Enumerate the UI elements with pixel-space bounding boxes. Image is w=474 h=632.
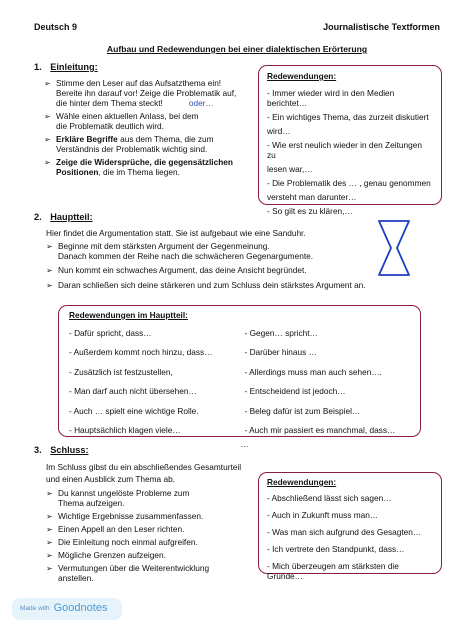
section-heading-text: Hauptteil: [50,212,93,222]
subject-label: Deutsch 9 [34,22,78,32]
phrase-item: - Abschließend lässt sich sagen… [267,492,392,503]
hauptteil-intro: Hier findet die Argumentation statt. Sie ist aufgebaut wie eine Sanduhr. [46,228,306,238]
list-item [44,112,259,132]
phrase-item: - Hauptsächlich klagen viele… [69,425,181,436]
section-schluss-heading [34,445,89,456]
phrase-item: - Mich überzeugen am stärksten die Gründe… [267,560,399,581]
ellipsis: … [240,438,249,449]
goodnotes-watermark [12,598,122,620]
bullet-text: ➢ Mögliche Grenzen aufzeigen. [58,549,166,560]
list-item [44,79,259,109]
watermark-made-with: Made with [20,605,50,613]
phrase-item: wird… [267,125,291,136]
bullet-text: ➢ Wichtige Ergebnisse zusammenfassen. [58,510,204,521]
box-title: Redewendungen: [267,477,337,487]
box-title: Redewendungen im Hauptteil: [69,310,188,320]
phrase-item: - Die Problematik des … , genau genommen [267,177,431,188]
list-item [46,242,386,262]
phrase-list-left [69,329,235,446]
bullet-text: ➢ Daran schließen sich deine stärkeren und zum Schluss dein stärkstes Argument an. [58,279,366,290]
list-item [46,538,261,548]
einleitung-phrases-box [258,65,442,216]
watermark-brand: Goodnotes [53,602,108,615]
phrase-item: - Außerdem kommt noch hinzu, dass… [69,347,213,358]
phrase-item: lesen war,… [267,163,313,174]
bullet-text: Verständnis der Problematik wichtig sind. [56,143,208,154]
phrase-item: - So gilt es zu klären,… [267,205,353,216]
list-item [46,512,261,522]
bullet-text: anstellen. [58,572,94,583]
bullet-text: ➢ Beginne mit dem stärksten Argument der Gegenmeinung. [58,241,270,251]
section-heading-text: Schluss: [50,445,89,455]
schluss-intro [46,463,241,485]
section-hauptteil-heading [34,212,93,223]
list-item [46,489,261,509]
list-item [46,525,261,535]
phrase-item: - Auch in Zukunft muss man… [267,509,379,520]
phrase-item: - Was man sich aufgrund des Gesagten… [267,526,422,537]
bullet-text: Danach kommen der Reihe nach die schwächeren Gegenargumente. [58,250,314,261]
phrase-item: - Man darf auch nicht übersehen… [69,386,197,397]
phrase-item: - Zusätzlich ist festzustellen, [69,366,173,377]
bullet-text: die hinter dem Thema steckt! [56,97,163,108]
list-item [44,135,259,155]
box-title: Redewendungen: [267,71,337,81]
bullet-text: ➢ Einen Appell an den Leser richten. [58,523,185,534]
list-item [46,564,261,584]
bullet-text: ➢ Stimme den Leser auf das Aufsatzthema ein! [56,78,222,88]
section-number: 3. [34,445,42,455]
list-item [46,551,261,561]
bullet-text: Bereite ihn darauf vor! Zeige die Problematik auf, [56,87,237,98]
bullet-text: Thema aufzeigen. [58,497,125,508]
bullet-text: ➢ Die Einleitung noch einmal aufgreifen. [58,536,198,547]
list-item [44,158,259,178]
phrase-item: versteht man darunter… [267,191,357,202]
bullet-text: ➢ Vermutungen über die Weiterentwicklung [58,562,210,573]
einleitung-bullets [44,79,259,181]
schluss-bullets [46,489,261,587]
oder-note: oder… [188,97,214,108]
phrase-item: - Ich vertrete den Standpunkt, dass… [267,543,405,554]
topic-label: Journalistische Textformen [323,22,440,32]
phrase-item: - Gegen… spricht… [244,327,318,338]
bullet-text: ➢ Du kannst ungelöste Probleme zum [58,488,190,498]
bullet-bold-text: Zeige die Widersprüche, die gegensätzlichen [56,156,233,167]
phrase-list [267,494,433,582]
section-einleitung-heading [34,62,98,73]
list-item [46,266,386,276]
hauptteil-phrases-box [58,305,421,449]
bullet-text: ➢ Wähle einen aktuellen Anlass, bei dem [56,110,199,121]
hourglass-icon [376,219,412,277]
phrase-item: - Auch … spielt eine wichtige Rolle. [69,405,199,416]
bullet-text: aus dem Thema, die zum [117,133,214,144]
bullet-bold-text: Positionen [56,166,99,177]
phrase-item: - Auch mir passiert es manchmal, dass… [244,425,396,436]
intro-text: und einen Ausblick zum Thema ab. [46,473,175,484]
phrase-list [267,89,433,217]
phrase-item: - Immer wieder wird in den Medien berichtet… [267,87,395,108]
phrase-list-right [235,329,411,446]
schluss-phrases-box [258,472,442,581]
phrase-item: - Dafür spricht, dass… [69,327,152,338]
page-title: Aufbau und Redewendungen bei einer dialektischen Erörterung [106,44,368,54]
bullet-text: die Problematik deutlich wird. [56,120,164,131]
phrase-item: - Allerdings muss man auch sehen…. [244,366,382,377]
hauptteil-bullets [46,242,386,294]
section-number: 1. [34,62,42,72]
bullet-text: ➢ Nun kommt ein schwaches Argument, das deine Ansicht begründet. [58,264,307,275]
phrase-item: - Wie erst neulich wieder in den Zeitungen zu [267,139,422,160]
section-number: 2. [34,212,42,222]
section-heading-text: Einleitung: [50,62,98,72]
phrase-item: - Beleg dafür ist zum Beispiel… [244,405,361,416]
phrase-item: - Entscheidend ist jedoch… [244,386,346,397]
phrase-item: - Darüber hinaus … [244,347,317,358]
bullet-text: , die im Thema liegen. [98,166,180,177]
list-item [46,281,386,291]
bullet-bold-text: Erkläre Begriffe [56,133,118,144]
phrase-item: - Ein wichtiges Thema, das zurzeit diskutiert [267,111,429,122]
intro-text: Im Schluss gibst du ein abschließendes Gesamturteil [46,462,242,472]
